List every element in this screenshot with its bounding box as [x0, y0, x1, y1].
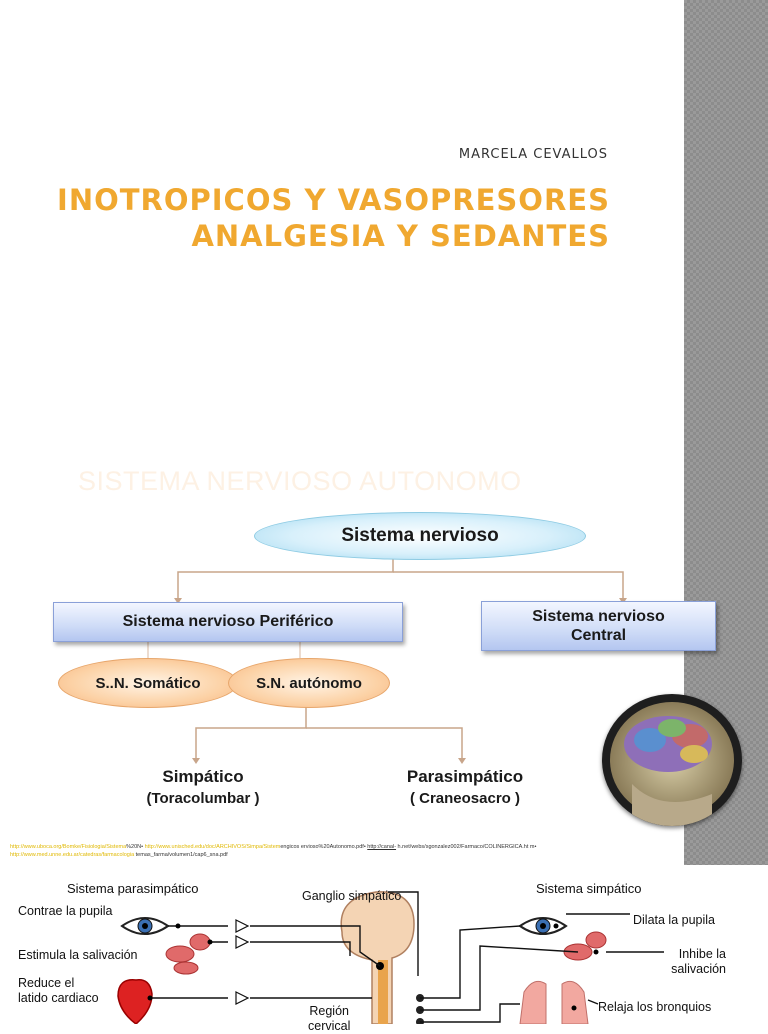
label-relaja: Relaja los bronquios	[598, 1000, 712, 1014]
references-line-1	[10, 843, 650, 851]
node-sn-central-line1: Sistema nervioso	[532, 608, 665, 625]
label-region-line1: Región	[309, 1004, 349, 1018]
eye-icon	[122, 918, 168, 934]
node-sn-periferico: Sistema nervioso Periférico	[53, 602, 403, 642]
references	[10, 843, 650, 859]
title-line-2: ANALGESIA Y SEDANTES	[191, 219, 610, 253]
ref-text: h.net/webs/sgonzalez002/Farmaco/COLINERGICA.ht m•	[396, 844, 537, 850]
label-estimula: Estimula la salivación	[18, 948, 138, 962]
ref-link[interactable]: http://www.med.unne.edu.ar/catedras/farmacologia	[10, 852, 135, 858]
ref-link[interactable]: http://www.unisched.edu/doc/ARCHIVOS/Simpa/Sistem	[144, 844, 281, 850]
label-reduce-line1: Reduce el	[18, 976, 75, 990]
presentation-title	[57, 182, 610, 254]
brain-spine-icon	[341, 892, 424, 1024]
node-parasimpatico-sub: ( Craneosacro )	[409, 790, 521, 807]
node-sn-autonomo: S.N. autónomo	[228, 658, 390, 708]
node-sn-central	[481, 601, 716, 651]
section-title: SISTEMA NERVIOSO AUTONOMO	[78, 466, 522, 496]
heading-parasimpatico: Sistema parasimpático	[67, 881, 199, 896]
label-inhibe	[667, 947, 726, 977]
ref-text: temas_farma/volumen1/cap6_sna.pdf	[134, 852, 228, 858]
ref-link[interactable]: http://canal-	[367, 844, 397, 850]
title-line-1: INOTROPICOS Y VASOPRESORES	[57, 183, 610, 217]
lungs-icon	[520, 981, 588, 1024]
brain-image	[602, 694, 742, 826]
heading-simpatico: Sistema simpático	[536, 881, 642, 896]
label-inhibe-line2: salivación	[671, 962, 726, 976]
eye-icon	[520, 918, 566, 934]
author-name: MARCELA CEVALLOS	[458, 147, 608, 162]
ref-text: %20N•	[126, 844, 145, 850]
node-simpatico-label: Simpático	[162, 767, 244, 786]
ref-text: engicos ervioso%20Autonomo.pdf•	[280, 844, 368, 850]
node-sistema-nervioso: Sistema nervioso	[254, 512, 586, 560]
brain-icon	[602, 694, 742, 826]
label-contrae: Contrae la pupila	[18, 904, 113, 918]
node-sn-somatico: S..N. Somático	[58, 658, 238, 708]
ref-link[interactable]: http://www.uboca.org/Bomke/Fisiologia/Sistema	[10, 844, 127, 850]
label-region	[308, 1004, 350, 1034]
label-inhibe-line1: Inhibe la	[678, 947, 726, 961]
label-reduce	[18, 976, 99, 1006]
label-region-line2: cervical	[308, 1019, 351, 1033]
heart-icon	[118, 980, 152, 1024]
node-simpatico-sub: (Toracolumbar )	[146, 790, 260, 807]
references-line-2	[10, 851, 650, 859]
autonomic-illustration	[0, 880, 726, 1033]
node-parasimpatico	[385, 767, 545, 807]
label-reduce-line2: latido cardiaco	[18, 991, 99, 1005]
node-parasimpatico-label: Parasimpático	[406, 767, 524, 786]
label-dilata: Dilata la pupila	[633, 913, 715, 927]
node-sn-central-line2: Central	[570, 627, 627, 644]
label-ganglio: Ganglio simpático	[302, 889, 402, 903]
node-simpatico	[128, 767, 278, 807]
